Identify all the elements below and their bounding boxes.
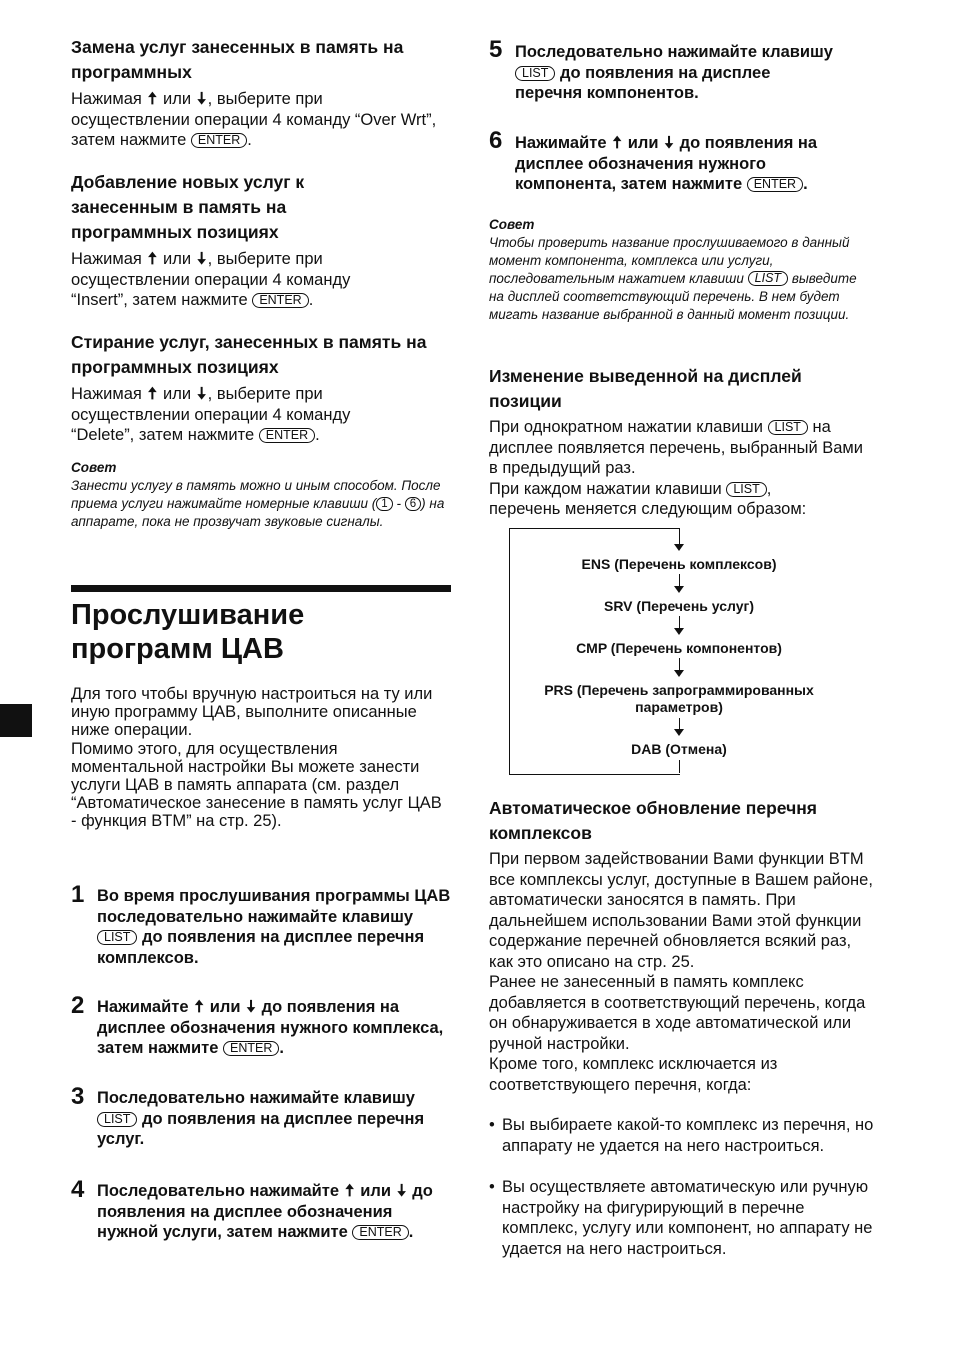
list-key: LIST xyxy=(768,420,808,435)
intro-paragraph: Для того чтобы вручную настроиться на ту или иную программу ЦАВ, выполните описанные ниже операции. Помимо этого, для осуществления моментальной настройки Вы можете занести услуги ЦАВ в память аппарата (см. раздел “Автоматическое занесение в память услуг ЦАВ - функция BTM” на стр. 25). xyxy=(71,685,442,831)
step-3-text: Последовательно нажимайте клавишу LIST до появления на дисплее перечня услуг. xyxy=(97,1089,425,1148)
step-number: 5 xyxy=(489,36,503,63)
step-number: 4 xyxy=(71,1176,85,1203)
paragraph-auto-update: При первом задействовании Вами функции BTM все комплексы услуг, доступные в Вашем районе, автоматически заносятся в память. При дальнейшем использовании Вами этой функции содержание перечней обновляется всякий раз, как это описано на стр. 25. Ранее не занесенный в память комплекс добавляется в соответствующий перечень, когда он обнаруживается в ходе автоматической или ручной настройки. Кроме того, комплекс исключается из соответствующего перечня, когда: xyxy=(489,850,873,1094)
paragraph-change-display: При однократном нажатии клавиши LIST на дисплее появляется перечень, выбранный Вами в предыдущий раз. При каждом нажатии клавиши LIST , перечень меняется следующим образом: xyxy=(489,418,863,518)
arrow-down-icon xyxy=(674,670,684,677)
number-key-6: 6 xyxy=(405,497,421,511)
flow-line xyxy=(679,760,680,773)
enter-key: ENTER xyxy=(259,428,315,443)
down-arrow-icon: 🠇 xyxy=(197,250,207,268)
up-arrow-icon: 🠅 xyxy=(345,1182,355,1200)
enter-key: ENTER xyxy=(191,133,247,148)
flow-line xyxy=(679,658,680,670)
number-key-1: 1 xyxy=(376,497,392,511)
step-5-text: Последовательно нажимайте клавишу LIST до появления на дисплее перечня компонентов. xyxy=(515,43,833,102)
step-1-text: Во время прослушивания программы ЦАВ последовательно нажимайте клавишу LIST до появления на дисплее перечня комплексов. xyxy=(97,887,451,967)
paragraph-insert: Нажимая 🠅 или 🠇, выберите при осуществлении операции 4 команду “Insert”, затем нажмите ENTER . xyxy=(71,250,351,309)
step-2-text: Нажимайте 🠅 или 🠇 до появления на дисплее обозначения нужного комплекса, затем нажмите ENTER . xyxy=(97,998,444,1057)
flow-item-cmp: CMP (Перечень компонентов) xyxy=(576,640,782,656)
section-rule xyxy=(71,585,451,592)
down-arrow-icon: 🠇 xyxy=(664,134,674,152)
page-edge-tab xyxy=(0,704,32,737)
enter-key: ENTER xyxy=(223,1041,279,1056)
bullet-mark: • xyxy=(489,1178,495,1196)
arrow-down-icon xyxy=(674,544,684,551)
bullet-item: • Вы выбираете какой-то комплекс из перечня, но аппарату не удается на него настроиться. xyxy=(489,1116,874,1155)
list-key: LIST xyxy=(97,930,137,945)
section-title: Прослушивание программ ЦАВ xyxy=(71,599,305,665)
heading-auto-update: Автоматическое обновление перечня комплексов xyxy=(489,798,818,843)
flow-item-prs: PRS (Перечень запрограммированных параметров) xyxy=(544,682,814,715)
tip-text: Занести услугу в память можно и иным способом. После приема услуги нажимайте номерные клавиши ( 1 - 6 ) на аппарате, пока не прозвучат звуковые сигналы. xyxy=(71,478,445,529)
heading-change-display: Изменение выведенной на дисплей позиции xyxy=(489,366,802,411)
heading-delete: Стирание услуг, занесенных в память на программных позициях xyxy=(71,332,427,377)
down-arrow-icon: 🠇 xyxy=(246,998,256,1016)
step-4-text: Последовательно нажимайте 🠅 или 🠇 до появления на дисплее обозначения нужной услуги, затем нажмите ENTER . xyxy=(97,1182,433,1241)
arrow-down-icon xyxy=(674,586,684,593)
flow-line xyxy=(679,616,680,628)
bullet-item: • Вы осуществляете автоматическую или ручную настройку на фигурирующий в перечне комплекс, услугу или компонент, но аппарату не удается на него настроиться. xyxy=(489,1178,873,1258)
flow-item-srv: SRV (Перечень услуг) xyxy=(603,598,754,614)
flow-item-dab: DAB (Отмена) xyxy=(631,741,727,757)
heading-overwrite: Замена услуг занесенных в память на программных xyxy=(71,37,404,82)
up-arrow-icon: 🠅 xyxy=(147,90,157,108)
step-number: 2 xyxy=(71,992,85,1019)
paragraph-overwrite: Нажимая 🠅 или 🠇, выберите при осуществлении операции 4 команду “Over Wrt”, затем нажмите ENTER . xyxy=(71,90,437,149)
arrow-down-icon xyxy=(674,729,684,736)
step-number: 3 xyxy=(71,1083,85,1110)
flow-line xyxy=(679,574,680,586)
step-6-text: Нажимайте 🠅 или 🠇 до появления на дисплее обозначения нужного компонента, затем нажмите ENTER . xyxy=(515,134,818,193)
up-arrow-icon: 🠅 xyxy=(612,134,622,152)
step-number: 1 xyxy=(71,881,85,908)
up-arrow-icon: 🠅 xyxy=(147,250,157,268)
arrow-down-icon xyxy=(674,628,684,635)
flow-line xyxy=(679,718,680,729)
down-arrow-icon: 🠇 xyxy=(197,90,207,108)
enter-key: ENTER xyxy=(747,177,803,192)
up-arrow-icon: 🠅 xyxy=(194,998,204,1016)
list-key: LIST xyxy=(748,271,788,286)
list-cycle-diagram xyxy=(509,528,849,773)
up-arrow-icon: 🠅 xyxy=(147,385,157,403)
down-arrow-icon: 🠇 xyxy=(197,385,207,403)
down-arrow-icon: 🠇 xyxy=(397,1182,407,1200)
flow-line xyxy=(679,528,680,544)
flow-item-ens: ENS (Перечень комплексов) xyxy=(581,556,777,572)
paragraph-delete: Нажимая 🠅 или 🠇, выберите при осуществлении операции 4 команду “Delete”, затем нажмите ENTER . xyxy=(71,385,351,444)
enter-key: ENTER xyxy=(252,293,308,308)
list-key: LIST xyxy=(97,1112,137,1127)
tip-label: Совет xyxy=(489,217,535,232)
bullet-mark: • xyxy=(489,1116,495,1134)
heading-insert: Добавление новых услуг к занесенным в память на программных позициях xyxy=(71,172,305,242)
list-key: LIST xyxy=(515,66,555,81)
list-key: LIST xyxy=(726,482,766,497)
step-number: 6 xyxy=(489,127,503,154)
tip-label: Совет xyxy=(71,460,117,475)
enter-key: ENTER xyxy=(352,1225,408,1240)
tip-text: Чтобы проверить название прослушиваемого в данный момент компонента, комплекса или услуги, последовательным нажатием клавиши LIST выведите на дисплей соответствующий перечень. В нем будет мигать название выбранной в данный момент позиции. xyxy=(489,235,857,322)
